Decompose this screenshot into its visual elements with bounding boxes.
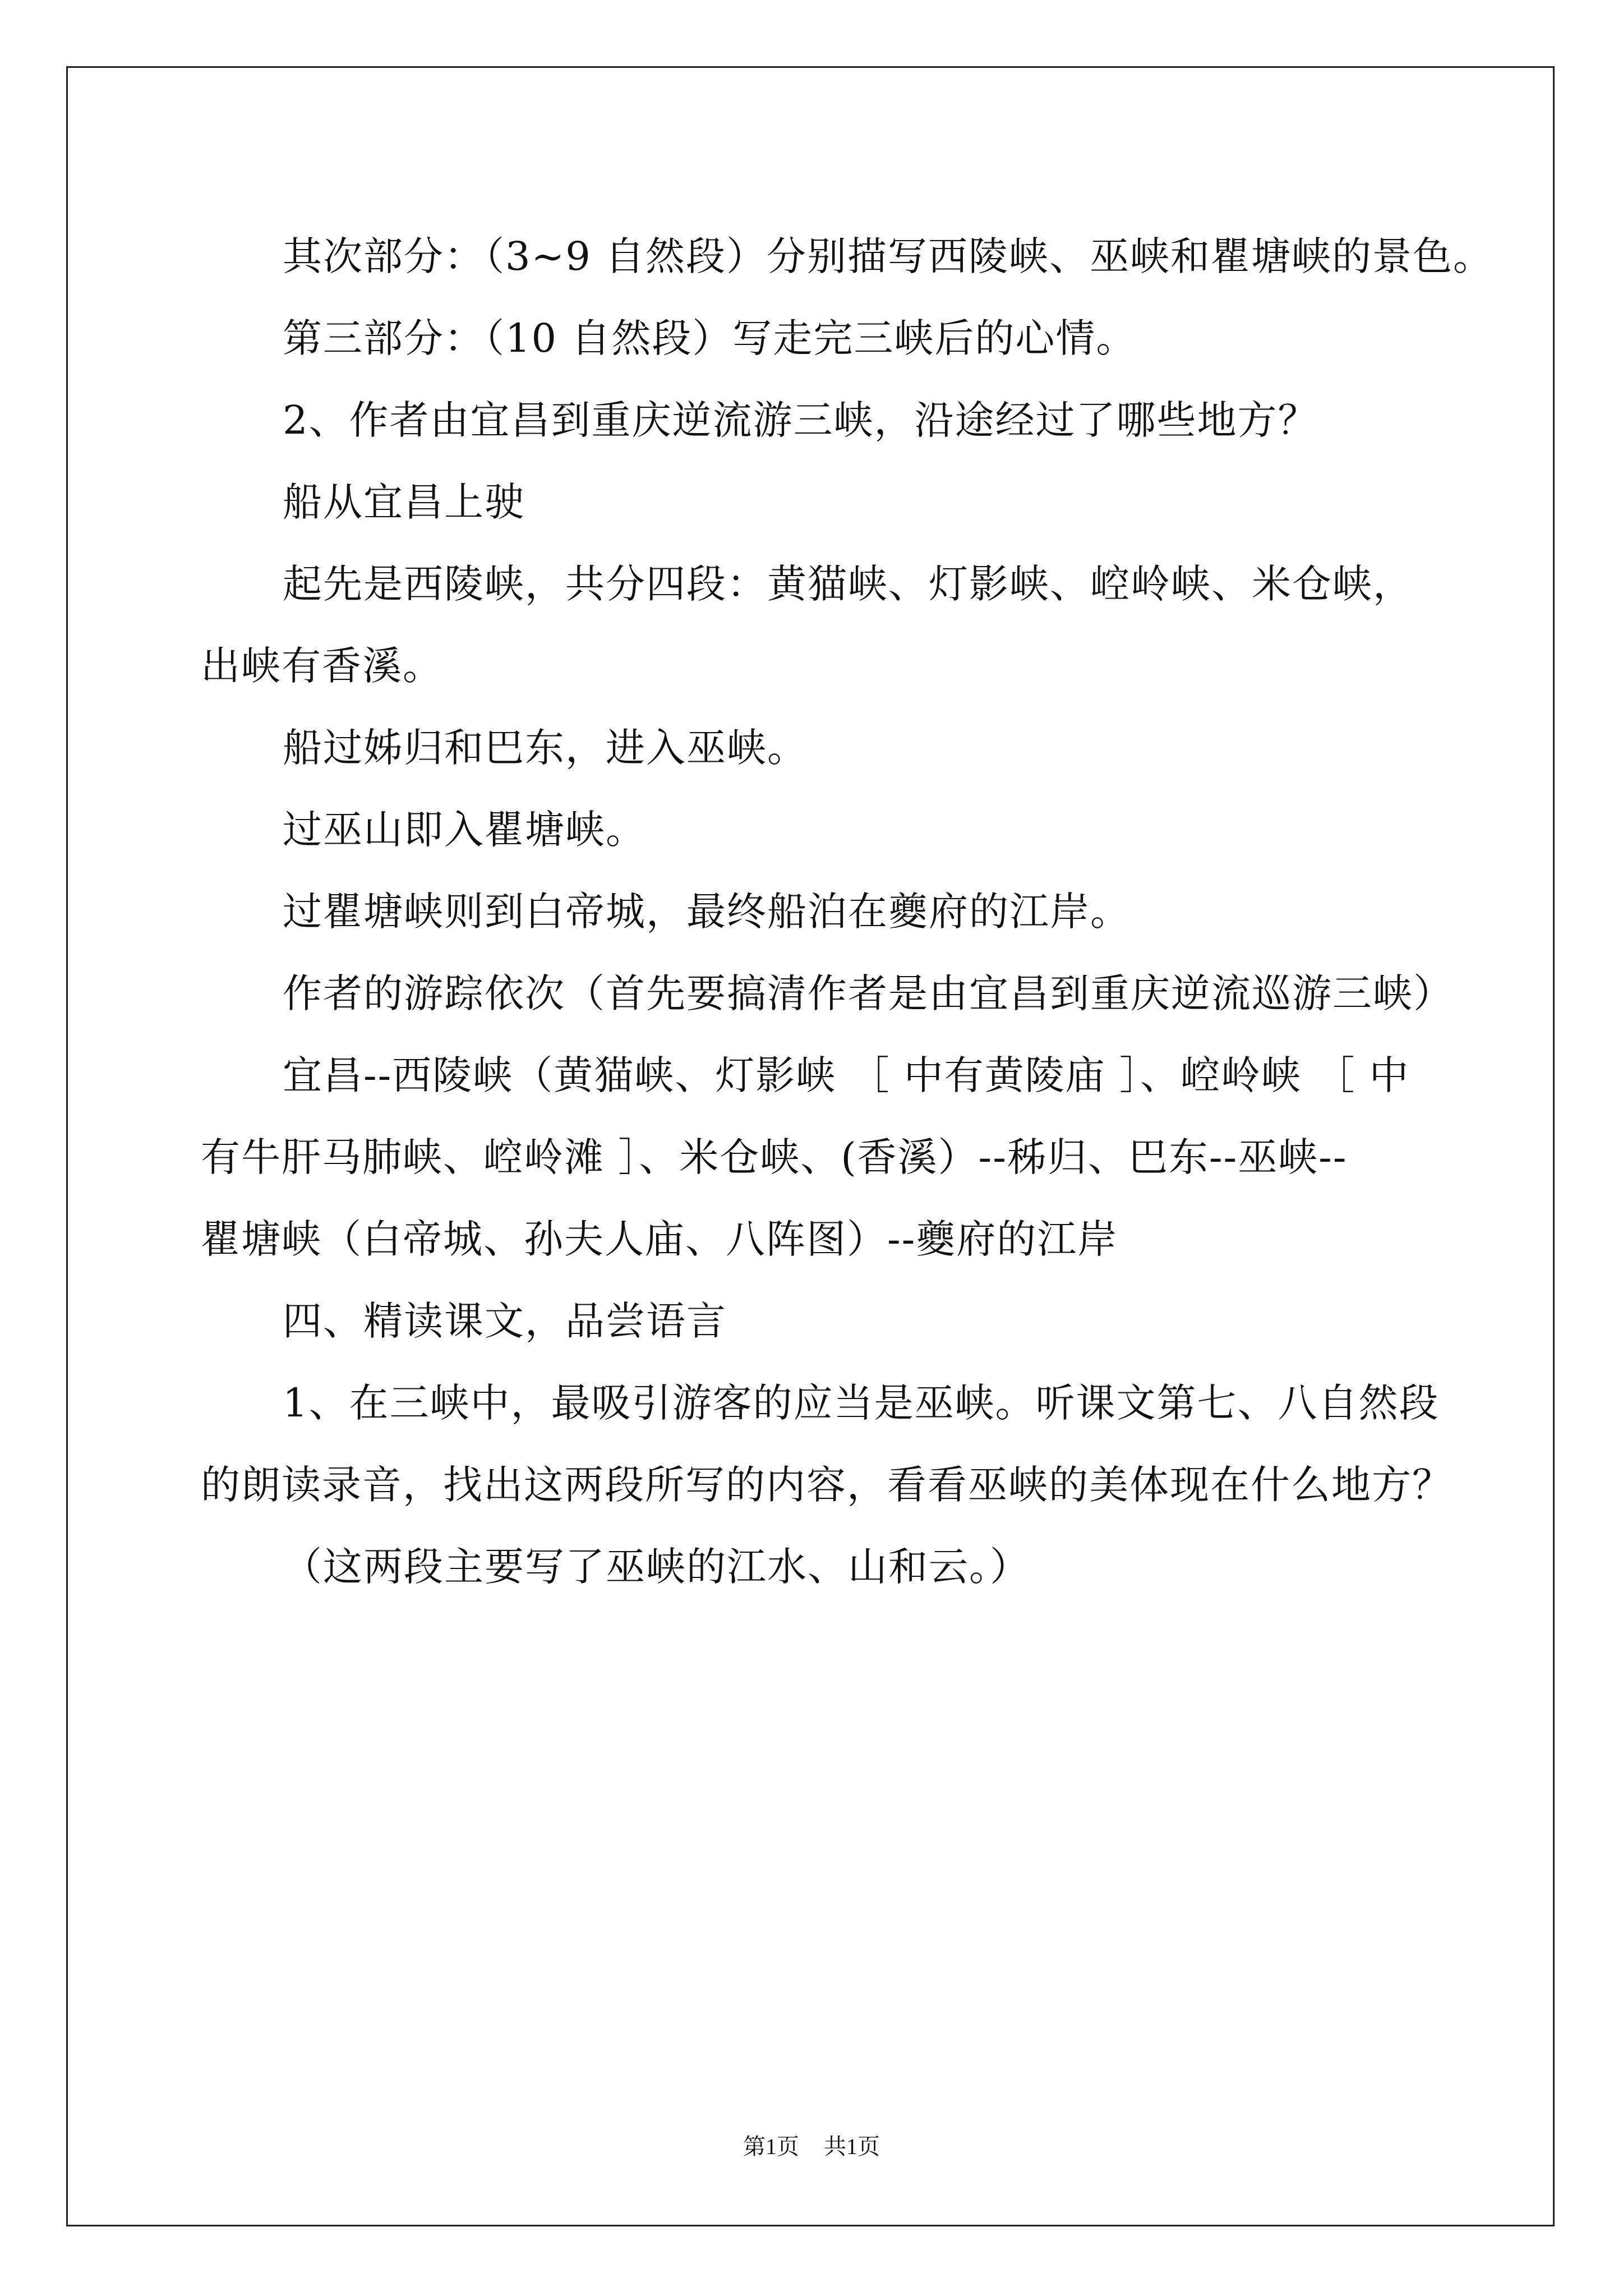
paragraph: 2、作者由宜昌到重庆逆流游三峡，沿途经过了哪些地方？	[283, 397, 1318, 443]
page-total: 共1页	[824, 2134, 880, 2159]
page-footer	[0, 2129, 1623, 2161]
paragraph: 船过姊归和巴东，进入巫峡。	[283, 725, 808, 771]
paragraph: 瞿塘峡（白帝城、孙夫人庙、八阵图）--夔府的江岸	[201, 1216, 1118, 1262]
paragraph: 船从宜昌上驶	[283, 479, 525, 525]
paragraph: 的朗读录音，找出这两段所写的内容，看看巫峡的美体现在什么地方？	[201, 1462, 1453, 1508]
paragraph: 1、在三峡中，最吸引游客的应当是巫峡。听课文第七、八自然段	[283, 1380, 1440, 1426]
paragraph: 有牛肝马肺峡、崆岭滩 ］、米仓峡、(香溪）--秭归、巴东--巫峡--	[201, 1134, 1348, 1180]
paragraph: （这两段主要写了巫峡的江水、山和云。）	[283, 1544, 1030, 1590]
paragraph: 出峡有香溪。	[201, 643, 443, 689]
paragraph: 作者的游踪依次（首先要搞清作者是由宜昌到重庆逆流巡游三峡）	[283, 970, 1454, 1016]
paragraph: 四、精读课文，品尝语言	[283, 1298, 727, 1344]
paragraph: 其次部分：（3~9 自然段）分别描写西陵峡、巫峡和瞿塘峡的景色。	[283, 233, 1493, 279]
paragraph: 过巫山即入瞿塘峡。	[283, 807, 646, 853]
paragraph: 过瞿塘峡则到白帝城，最终船泊在夔府的江岸。	[283, 889, 1131, 935]
page-number: 第1页	[743, 2134, 799, 2159]
paragraph: 第三部分：（10 自然段）写走完三峡后的心情。	[283, 315, 1137, 361]
paragraph: 宜昌--西陵峡（黄猫峡、灯影峡 ［ 中有黄陵庙 ］、崆岭峡 ［ 中	[283, 1052, 1410, 1098]
paragraph: 起先是西陵峡，共分四段：黄猫峡、灯影峡、崆岭峡、米仓峡，	[283, 561, 1413, 607]
document-body	[201, 215, 1493, 1608]
